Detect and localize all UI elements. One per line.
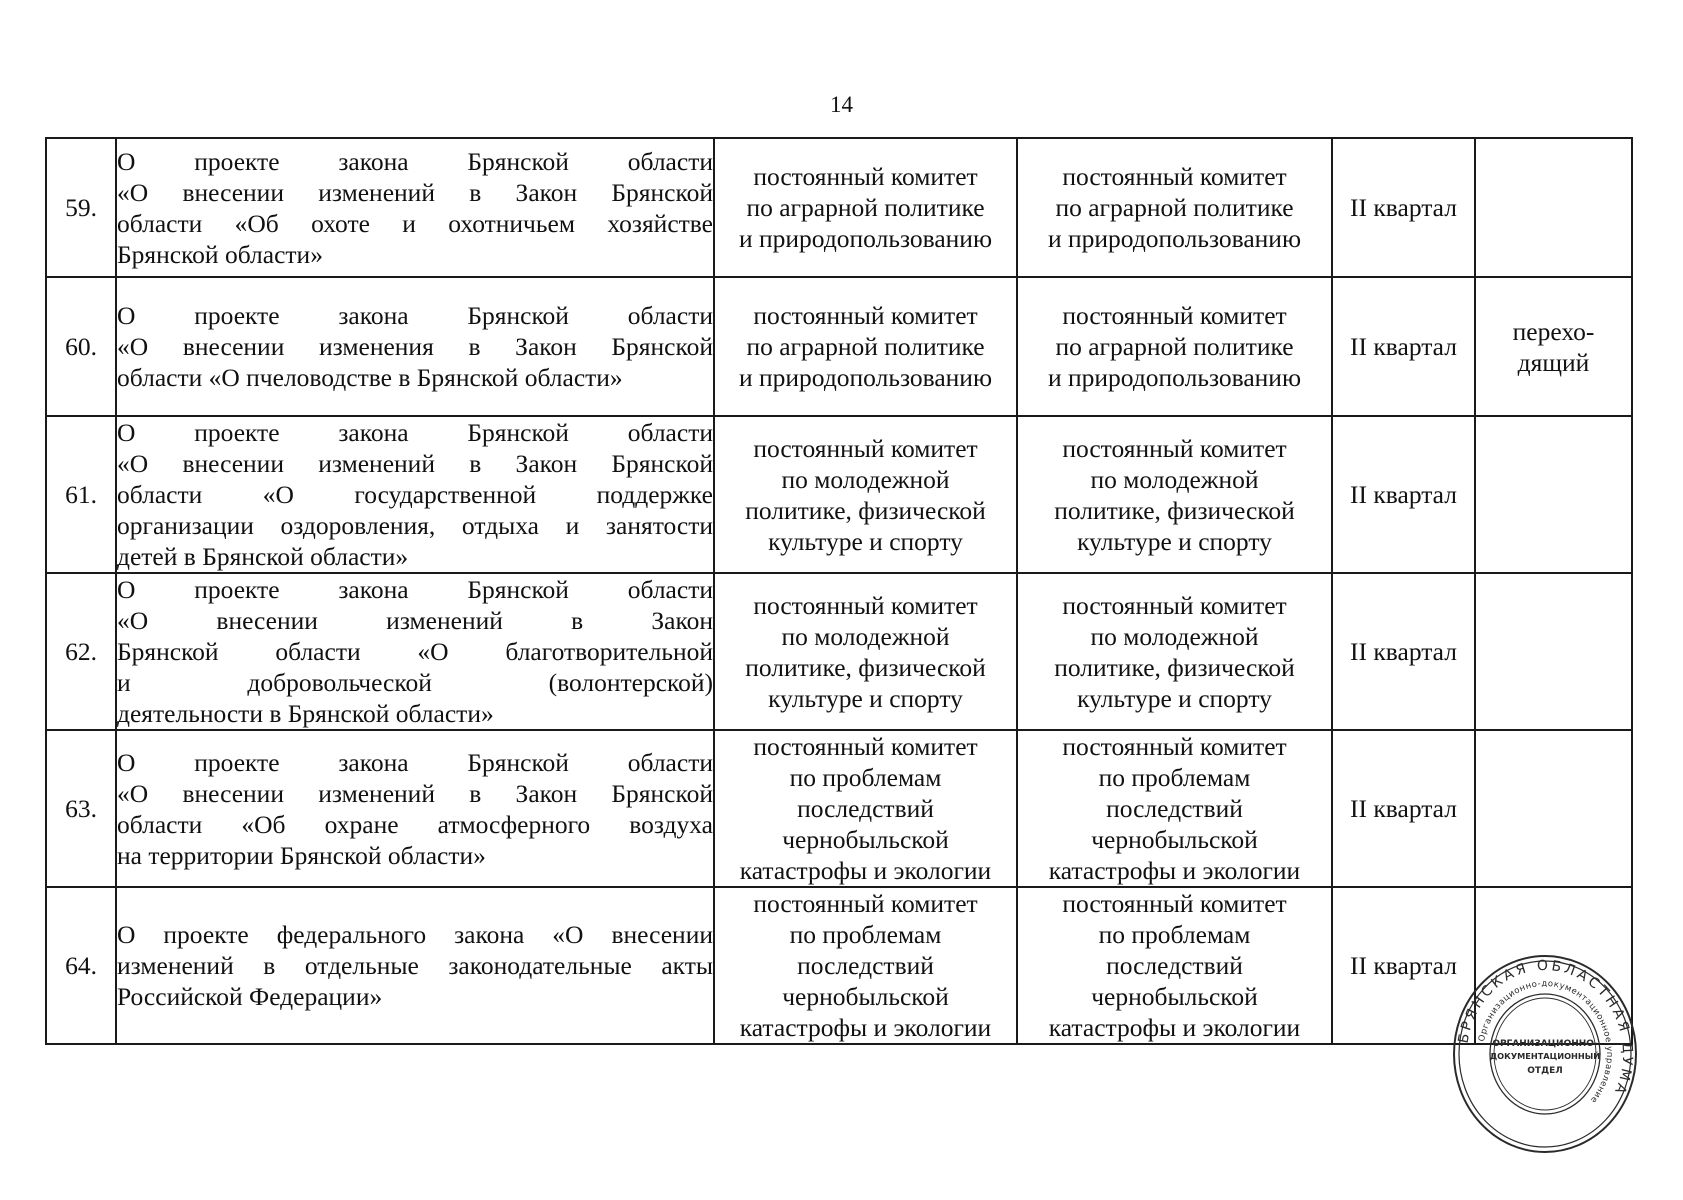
co-executor-committee-line: постоянный комитет <box>1062 590 1287 620</box>
co-executor-committee-line: и природопользованию <box>1047 224 1301 253</box>
bill-title-line: О проекте закона Брянской области <box>117 418 713 447</box>
table-row <box>46 730 1632 887</box>
co-executor-committee-line: катастрофы и экологии <box>1048 1013 1301 1042</box>
note <box>1475 416 1632 573</box>
co-executor-committee-line: по молодежной <box>1090 464 1259 494</box>
co-executor-committee <box>1017 573 1332 730</box>
deadline-quarter: II квартал <box>1332 277 1475 416</box>
bill-title-line: на территории Брянской области» <box>117 840 486 870</box>
page-number: 14 <box>830 92 853 117</box>
bill-title-line: О проекте закона Брянской области <box>117 575 713 604</box>
stamp-ring-text: БРЯНСКАЯ ОБЛАСТНАЯ ДУМА <box>1455 957 1636 1099</box>
responsible-committee-line: постоянный комитет <box>753 301 978 330</box>
responsible-committee-line: политике, физической <box>745 652 986 682</box>
responsible-committee-line: чернобыльской <box>782 982 949 1011</box>
co-executor-committee-line: катастрофы и экологии <box>1048 856 1301 885</box>
co-executor-committee-line: и природопользованию <box>1047 363 1301 392</box>
responsible-committee-line: постоянный комитет <box>753 732 978 761</box>
co-executor-committee-line: по молодежной <box>1090 621 1259 651</box>
co-executor-committee-line: постоянный комитет <box>1062 301 1287 330</box>
bill-title-line: изменений в отдельные законодательные акты <box>117 951 713 980</box>
bill-title-line: О проекте закона Брянской области <box>117 146 713 176</box>
co-executor-committee <box>1017 277 1332 416</box>
responsible-committee-line: последствий <box>797 794 934 823</box>
bill-title <box>116 138 714 277</box>
official-stamp <box>1451 952 1639 1156</box>
row-number: 63. <box>46 730 116 887</box>
co-executor-committee <box>1017 138 1332 277</box>
row-number: 59. <box>46 138 116 277</box>
bill-title-line: «О внесении изменений в Закон Брянской <box>117 177 713 207</box>
responsible-committee-line: и природопользованию <box>738 363 992 392</box>
co-executor-committee-line: постоянный комитет <box>1062 732 1287 761</box>
table-row <box>46 277 1632 416</box>
stamp-center-line-3: ОТДЕЛ <box>1527 1066 1563 1076</box>
responsible-committee-line: постоянный комитет <box>753 590 978 620</box>
co-executor-committee-line: политике, физической <box>1054 495 1295 525</box>
co-executor-committee-line: постоянный комитет <box>1062 433 1287 463</box>
responsible-committee-line: по молодежной <box>781 621 950 651</box>
responsible-committee <box>714 138 1017 277</box>
responsible-committee-line: постоянный комитет <box>753 889 978 918</box>
co-executor-committee-line: по проблемам <box>1098 763 1251 792</box>
bill-title-line: области «Об охоте и охотничьем хозяйстве <box>117 208 713 238</box>
deadline-quarter: II квартал <box>1332 416 1475 573</box>
co-executor-committee-line: культуре и спорту <box>1077 683 1272 713</box>
stamp-center-line-2: ДОКУМЕНТАЦИОННЫЙ <box>1489 1051 1601 1061</box>
bill-title-line: Брянской области» <box>117 239 323 269</box>
responsible-committee-line: по аграрной политике <box>746 332 985 361</box>
co-executor-committee-line: культуре и спорту <box>1077 526 1272 556</box>
responsible-committee-line: по проблемам <box>789 920 942 949</box>
responsible-committee-line: последствий <box>797 951 934 980</box>
bill-title <box>116 416 714 573</box>
deadline-quarter: II квартал <box>1332 573 1475 730</box>
bill-title <box>116 573 714 730</box>
stamp-center-line-1: ОРГАНИЗАЦИОННО- <box>1492 1039 1598 1049</box>
deadline-quarter: II квартал <box>1332 730 1475 887</box>
note <box>1475 277 1632 416</box>
co-executor-committee-line: постоянный комитет <box>1062 162 1287 191</box>
deadline-quarter: II квартал <box>1332 138 1475 277</box>
bill-title-line: О проекте закона Брянской области <box>117 747 713 777</box>
co-executor-committee-line: постоянный комитет <box>1062 889 1287 918</box>
responsible-committee-line: и природопользованию <box>738 224 992 253</box>
bill-title-line: «О внесении изменений в Закон Брянской <box>117 449 713 478</box>
responsible-committee-line: постоянный комитет <box>753 162 978 191</box>
responsible-committee-line: катастрофы и экологии <box>739 856 992 885</box>
row-number: 60. <box>46 277 116 416</box>
table-row <box>46 138 1632 277</box>
responsible-committee <box>714 730 1017 887</box>
bill-title-line: и добровольческой (волонтерской) <box>117 668 713 697</box>
bill-title-line: области «О государственной поддержке <box>117 480 713 509</box>
co-executor-committee <box>1017 416 1332 573</box>
bill-title-line: «О внесении изменений в Закон <box>117 606 713 635</box>
table-row <box>46 887 1632 1044</box>
co-executor-committee-line: чернобыльской <box>1091 982 1258 1011</box>
row-number: 64. <box>46 887 116 1044</box>
responsible-committee-line: постоянный комитет <box>753 433 978 463</box>
row-number: 61. <box>46 416 116 573</box>
bill-title-line: области «Об охране атмосферного воздуха <box>117 809 713 839</box>
co-executor-committee <box>1017 887 1332 1044</box>
responsible-committee-line: политике, физической <box>745 495 986 525</box>
responsible-committee-line: культуре и спорту <box>768 526 963 556</box>
co-executor-committee-line: по аграрной политике <box>1055 193 1294 222</box>
bill-title-line: области «О пчеловодстве в Брянской области» <box>117 363 623 392</box>
responsible-committee-line: по аграрной политике <box>746 193 985 222</box>
co-executor-committee-line: по проблемам <box>1098 920 1251 949</box>
bill-title-line: деятельности в Брянской области» <box>117 699 494 728</box>
co-executor-committee-line: по аграрной политике <box>1055 332 1294 361</box>
bill-title-line: организации оздоровления, отдыха и занятости <box>117 511 713 540</box>
co-executor-committee-line: последствий <box>1106 951 1243 980</box>
bill-title-line: «О внесении изменений в Закон Брянской <box>117 778 713 808</box>
note-line: дящий <box>1517 347 1590 377</box>
table-row <box>46 573 1632 730</box>
co-executor-committee-line: последствий <box>1106 794 1243 823</box>
bill-title-line: О проекте закона Брянской области <box>117 301 713 330</box>
responsible-committee <box>714 416 1017 573</box>
co-executor-committee-line: политике, физической <box>1054 652 1295 682</box>
co-executor-committee <box>1017 730 1332 887</box>
bill-title-line: О проекте федерального закона «О внесении <box>117 920 713 949</box>
responsible-committee-line: культуре и спорту <box>768 683 963 713</box>
bill-title-line: «О внесении изменения в Закон Брянской <box>117 332 713 361</box>
bill-title <box>116 730 714 887</box>
responsible-committee <box>714 277 1017 416</box>
bill-title <box>116 277 714 416</box>
note <box>1475 138 1632 277</box>
bill-title-line: Российской Федерации» <box>117 982 383 1011</box>
note <box>1475 730 1632 887</box>
responsible-committee <box>714 887 1017 1044</box>
co-executor-committee-line: чернобыльской <box>1091 825 1258 854</box>
deadline-quarter: II квартал <box>1332 887 1475 1044</box>
row-number: 62. <box>46 573 116 730</box>
responsible-committee-line: по молодежной <box>781 464 950 494</box>
responsible-committee-line: катастрофы и экологии <box>739 1013 992 1042</box>
bill-title-line: Брянской области «О благотворительной <box>117 637 713 666</box>
table-row <box>46 416 1632 573</box>
responsible-committee-line: чернобыльской <box>782 825 949 854</box>
plan-table <box>45 137 1633 1045</box>
note-line: перехо- <box>1512 316 1595 346</box>
bill-title <box>116 887 714 1044</box>
responsible-committee <box>714 573 1017 730</box>
stamp-inner-ring-text: Организационно-документационное управление <box>1477 978 1615 1105</box>
note <box>1475 573 1632 730</box>
plan-table-body <box>46 138 1632 1044</box>
bill-title-line: детей в Брянской области» <box>117 542 409 571</box>
responsible-committee-line: по проблемам <box>789 763 942 792</box>
